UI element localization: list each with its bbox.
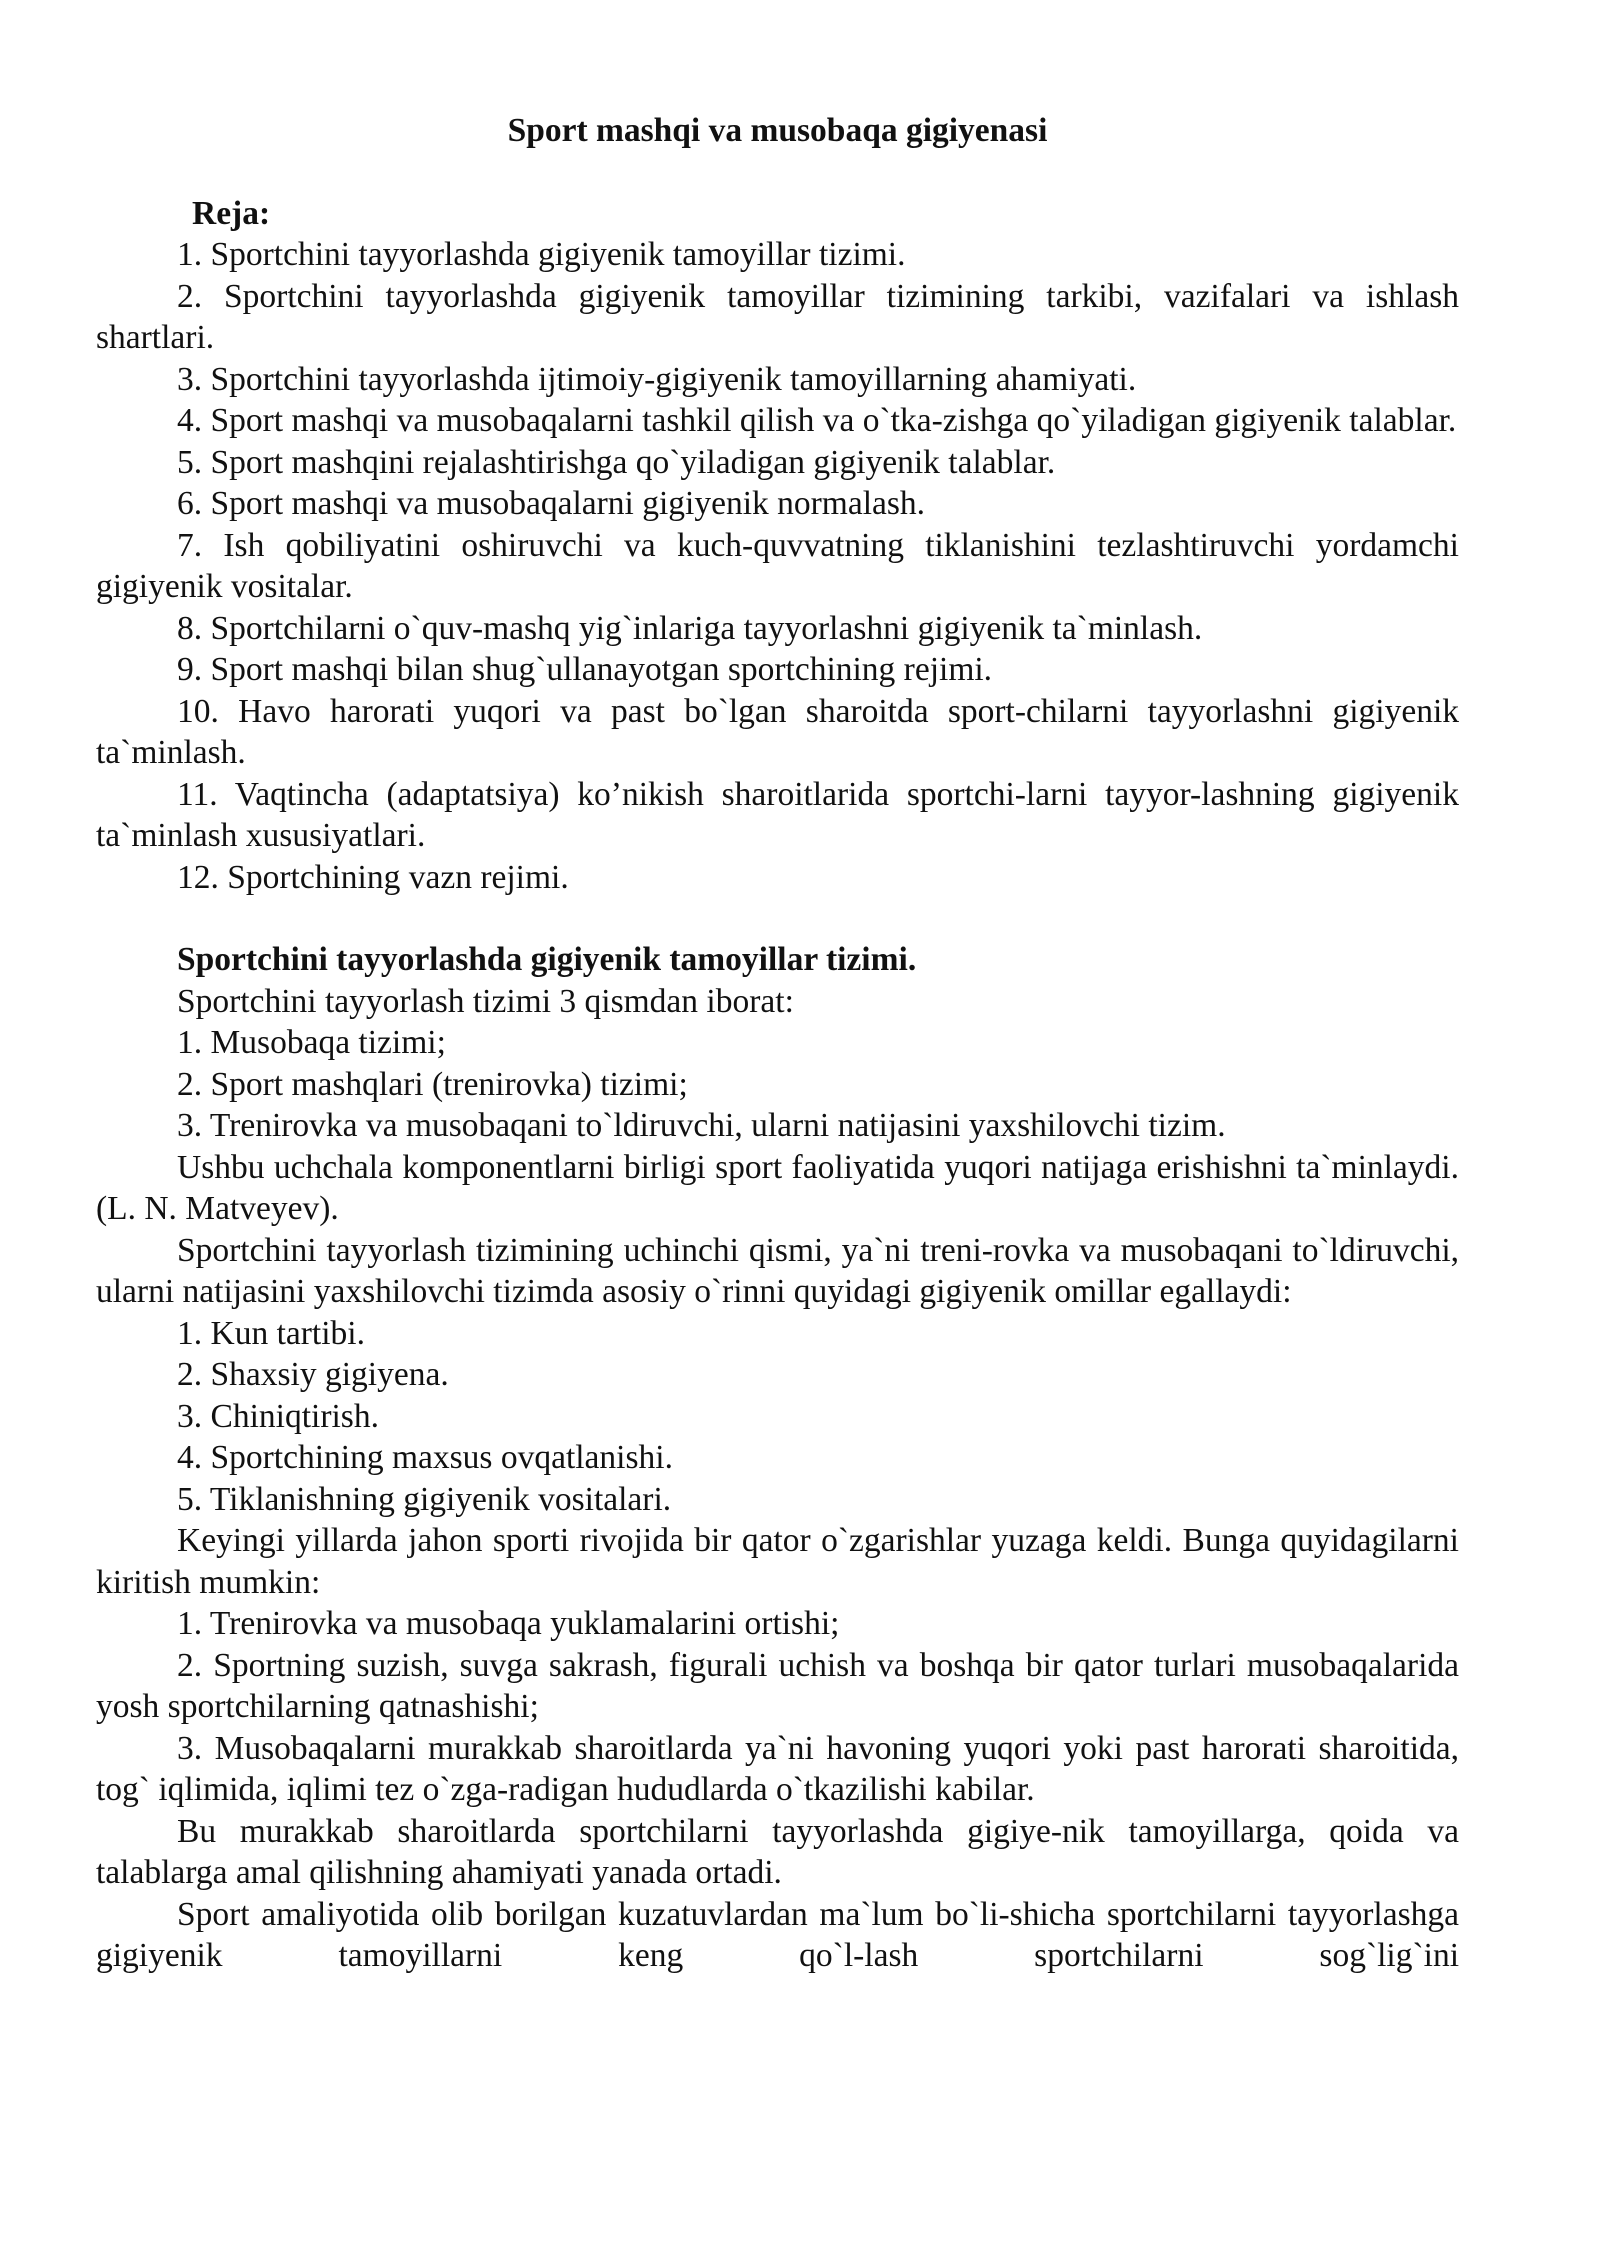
document-page: [96, 110, 1459, 1977]
section-list-item: 2. Sportning suzish, suvga sakrash, figurali uchish va boshqa bir qator turlari musobaqalarida yosh sportchilarning qatnashishi;: [96, 1646, 1459, 1725]
document-title: Sport mashqi va musobaqa gigiyenasi: [507, 112, 1048, 149]
plan-item-10: 10. Havo harorati yuqori va past bo`lgan sharoitda sport-chilarni tayyorlashni gigiyenik ta`minlash.: [96, 692, 1459, 771]
section-paragraph: Sportchini tayyorlash tizimining uchinchi qismi, ya`ni treni-rovka va musobaqani to`ldiruvchi, ularni natijasini yaxshilovchi tizimda asosiy o`rinni quyidagi gigiyenik omillar egallaydi:: [96, 1231, 1459, 1310]
plan-item-7: 7. Ish qobiliyatini oshiruvchi va kuch-quvvatning tiklanishini tezlashtiruvchi yordamchi gigiyenik vositalar.: [96, 526, 1459, 605]
section-list-item: 2. Shaxsiy gigiyena.: [177, 1356, 449, 1393]
section-list-item: 3. Chiniqtirish.: [177, 1397, 379, 1435]
section-list-item: 3. Musobaqalarni murakkab sharoitlarda ya`ni havoning yuqori yoki past harorati sharoitida, tog` iqlimida, iqlimi tez o`zga-radigan hududlarda o`tkazilishi kabilar.: [96, 1729, 1459, 1808]
plan-item-4: 4. Sport mashqi va musobaqalarni tashkil qilish va o`tka-zishga qo`yiladigan gigiyenik talablar.: [177, 402, 1457, 439]
plan-heading: Reja:: [192, 194, 271, 232]
plan-item-3: 3. Sportchini tayyorlashda ijtimoiy-gigiyenik tamoyillarning ahamiyati.: [177, 360, 1137, 398]
section-paragraph: Ushbu uchchala komponentlarni birligi sport faoliyatida yuqori natijaga erishishni ta`minlaydi.(L. N. Matveyev).: [96, 1148, 1459, 1227]
section-list-item: 5. Tiklanishning gigiyenik vositalari.: [177, 1480, 672, 1518]
section-paragraph: Sport amaliyotida olib borilgan kuzatuvlardan ma`lum bo`li-shicha sportchilarni tayyorlashga gigiyenik tamoyillarni keng qo`l-lash sportchilarni sog`lig`ini: [96, 1895, 1459, 1974]
section-list-item: 1. Kun tartibi.: [177, 1314, 365, 1352]
plan-item-2: 2. Sportchini tayyorlashda gigiyenik tamoyillar tizimining tarkibi, vazifalari va ishlash shartlari.: [96, 277, 1459, 356]
plan-item-11: 11. Vaqtincha (adaptatsiya) ko’nikish sharoitlarida sportchi-larni tayyor-lashning gigiyenik ta`minlash xususiyatlari.: [96, 775, 1459, 854]
plan-item-5: 5. Sport mashqini rejalashtirishga qo`yiladigan gigiyenik talablar.: [177, 443, 1056, 481]
plan-item-9: 9. Sport mashqi bilan shug`ullanayotgan sportchining rejimi.: [177, 651, 993, 688]
plan-item-8: 8. Sportchilarni o`quv-mashq yig`inlariga tayyorlashni gigiyenik ta`minlash.: [177, 609, 1203, 647]
plan-item-1: 1. Sportchini tayyorlashda gigiyenik tamoyillar tizimi.: [177, 236, 906, 273]
section-list-item: 1. Trenirovka va musobaqa yuklamalarini ortishi;: [177, 1605, 840, 1642]
section-paragraph: Sportchini tayyorlash tizimi 3 qismdan iborat:: [177, 982, 794, 1020]
section-heading: Sportchini tayyorlashda gigiyenik tamoyillar tizimi.: [177, 941, 917, 978]
section-paragraph: Bu murakkab sharoitlarda sportchilarni tayyorlashda gigiye-nik tamoyillarga, qoida va talablarga amal qilishning ahamiyati yanada ortadi.: [96, 1812, 1459, 1891]
section-body: [96, 981, 1459, 1977]
section-list-item: 1. Musobaqa tizimi;: [177, 1024, 446, 1061]
section-paragraph: Keyingi yillarda jahon sporti rivojida bir qator o`zgarishlar yuzaga keldi. Bunga quyidagilarni kiritish mumkin:: [96, 1522, 1459, 1601]
section-list-item: 4. Sportchining maxsus ovqatlanishi.: [177, 1439, 673, 1476]
plan-item-6: 6. Sport mashqi va musobaqalarni gigiyenik normalash.: [177, 485, 926, 522]
section-list-item: 2. Sport mashqlari (trenirovka) tizimi;: [177, 1065, 688, 1103]
plan-list: [96, 234, 1459, 898]
plan-item-12: 12. Sportchining vazn rejimi.: [177, 858, 569, 896]
section-list-item: 3. Trenirovka va musobaqani to`ldiruvchi, ularni natijasini yaxshilovchi tizim.: [177, 1107, 1226, 1144]
